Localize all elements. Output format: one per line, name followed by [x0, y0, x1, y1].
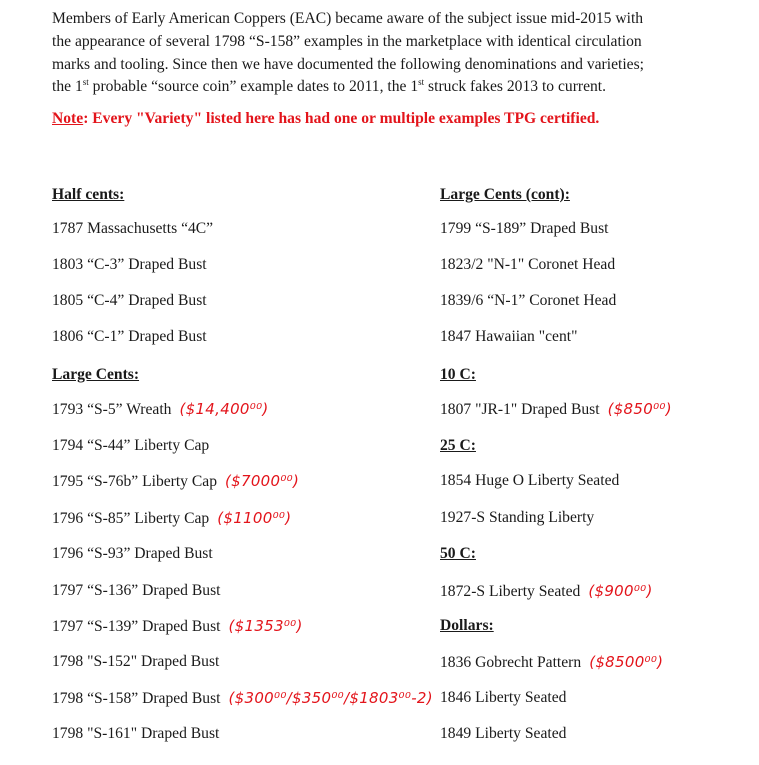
variety-item: [440, 582, 653, 601]
ordinal-suffix: st: [82, 77, 89, 88]
variety-label: 1803 “C-3” Draped Bust: [52, 256, 207, 273]
variety-item: [52, 400, 269, 419]
variety-label: 1797 “S-136” Draped Bust: [52, 582, 221, 599]
variety-label: 1846 Liberty Seated: [440, 689, 567, 706]
section-heading: [440, 366, 476, 384]
handwritten-price: ($8500⁰⁰): [589, 653, 664, 671]
intro-paragraph: [52, 8, 742, 99]
variety-item: [52, 545, 213, 563]
variety-item: [52, 437, 209, 455]
section-heading-label: 50 C:: [440, 545, 476, 562]
variety-label: 1927-S Standing Liberty: [440, 509, 595, 526]
variety-item: [52, 725, 219, 743]
section-heading-label: Large Cents (cont):: [440, 186, 570, 203]
handwritten-price: ($14,400⁰⁰): [179, 400, 269, 418]
intro-line: [52, 76, 742, 99]
variety-item: [440, 725, 566, 743]
handwritten-price: ($1353⁰⁰): [228, 617, 303, 635]
variety-label: 1794 “S-44” Liberty Cap: [52, 437, 210, 454]
variety-label: 1793 “S-5” Wreath: [52, 401, 172, 418]
section-heading: [440, 437, 476, 455]
note-text: : Every "Variety" listed here has had one or multiple examples TPG certified.: [83, 110, 600, 127]
variety-label: 1854 Huge O Liberty Seated: [440, 472, 620, 489]
variety-item: [52, 220, 213, 238]
section-heading: [440, 617, 494, 635]
intro-text: probable “source coin” example dates to 2011, the 1: [88, 78, 419, 96]
variety-item: [440, 256, 615, 274]
variety-label: 1795 “S-76b” Liberty Cap: [52, 473, 217, 490]
variety-item: [52, 617, 303, 636]
variety-item: [52, 256, 207, 274]
intro-text: the 1: [52, 78, 83, 96]
ordinal-suffix: st: [418, 77, 425, 88]
intro-line: the appearance of several 1798 “S-158” examples in the marketplace with identical circulation: [52, 32, 642, 50]
variety-item: [52, 582, 220, 600]
variety-label: 1797 “S-139” Draped Bust: [52, 618, 221, 635]
intro-text: struck fakes 2013 to current.: [424, 78, 607, 96]
variety-label: 1798 "S-161" Draped Bust: [52, 725, 220, 742]
variety-item: [52, 689, 433, 708]
variety-label: 1847 Hawaiian "cent": [440, 328, 578, 345]
variety-label: 1807 "JR-1" Draped Bust: [440, 401, 600, 418]
variety-item: [52, 472, 299, 491]
intro-line: Members of Early American Coppers (EAC) became aware of the subject issue mid-2015 with: [52, 10, 644, 27]
variety-item: [440, 292, 616, 310]
handwritten-price: ($7000⁰⁰): [225, 472, 300, 490]
variety-item: [440, 653, 663, 672]
variety-label: 1872-S Liberty Seated: [440, 583, 581, 600]
variety-label: 1796 “S-93” Draped Bust: [52, 545, 213, 562]
handwritten-price: ($850⁰⁰): [607, 400, 672, 418]
note-line: [52, 110, 742, 128]
variety-item: [440, 509, 594, 527]
variety-label: 1823/2 "N-1" Coronet Head: [440, 256, 616, 273]
variety-item: [440, 472, 619, 490]
intro-line: marks and tooling. Since then we have documented the following denominations and varieties;: [52, 55, 644, 73]
variety-item: [52, 328, 207, 346]
variety-label: 1796 “S-85” Liberty Cap: [52, 510, 210, 527]
variety-label: 1836 Gobrecht Pattern: [440, 654, 582, 671]
variety-item: [52, 653, 219, 671]
variety-label: 1849 Liberty Seated: [440, 725, 567, 742]
section-heading-label: 10 C:: [440, 366, 476, 383]
variety-item: [440, 400, 672, 419]
variety-label: 1806 “C-1” Draped Bust: [52, 328, 207, 345]
section-heading: [52, 186, 124, 204]
variety-label: 1799 “S-189” Draped Bust: [440, 220, 609, 237]
handwritten-price: ($900⁰⁰): [588, 582, 653, 600]
variety-label: 1805 “C-4” Draped Bust: [52, 292, 207, 309]
section-heading: [52, 366, 139, 384]
variety-item: [440, 689, 566, 707]
section-heading: [440, 186, 570, 204]
variety-label: 1787 Massachusetts “4C”: [52, 220, 214, 237]
section-heading-label: Large Cents:: [52, 366, 140, 383]
variety-item: [52, 292, 207, 310]
variety-label: 1798 "S-152" Draped Bust: [52, 653, 220, 670]
section-heading-label: Dollars:: [440, 617, 494, 634]
variety-label: 1798 “S-158” Draped Bust: [52, 690, 221, 707]
note-label: Note: [52, 110, 84, 127]
section-heading-label: Half cents:: [52, 186, 125, 203]
variety-item: [440, 220, 608, 238]
section-heading-label: 25 C:: [440, 437, 476, 454]
variety-item: [52, 509, 291, 528]
handwritten-price: ($300⁰⁰/$350⁰⁰/$1803⁰⁰-2): [228, 689, 433, 707]
variety-item: [440, 328, 577, 346]
handwritten-price: ($1100⁰⁰): [217, 509, 292, 527]
section-heading: [440, 545, 476, 563]
variety-label: 1839/6 “N-1” Coronet Head: [440, 292, 617, 309]
